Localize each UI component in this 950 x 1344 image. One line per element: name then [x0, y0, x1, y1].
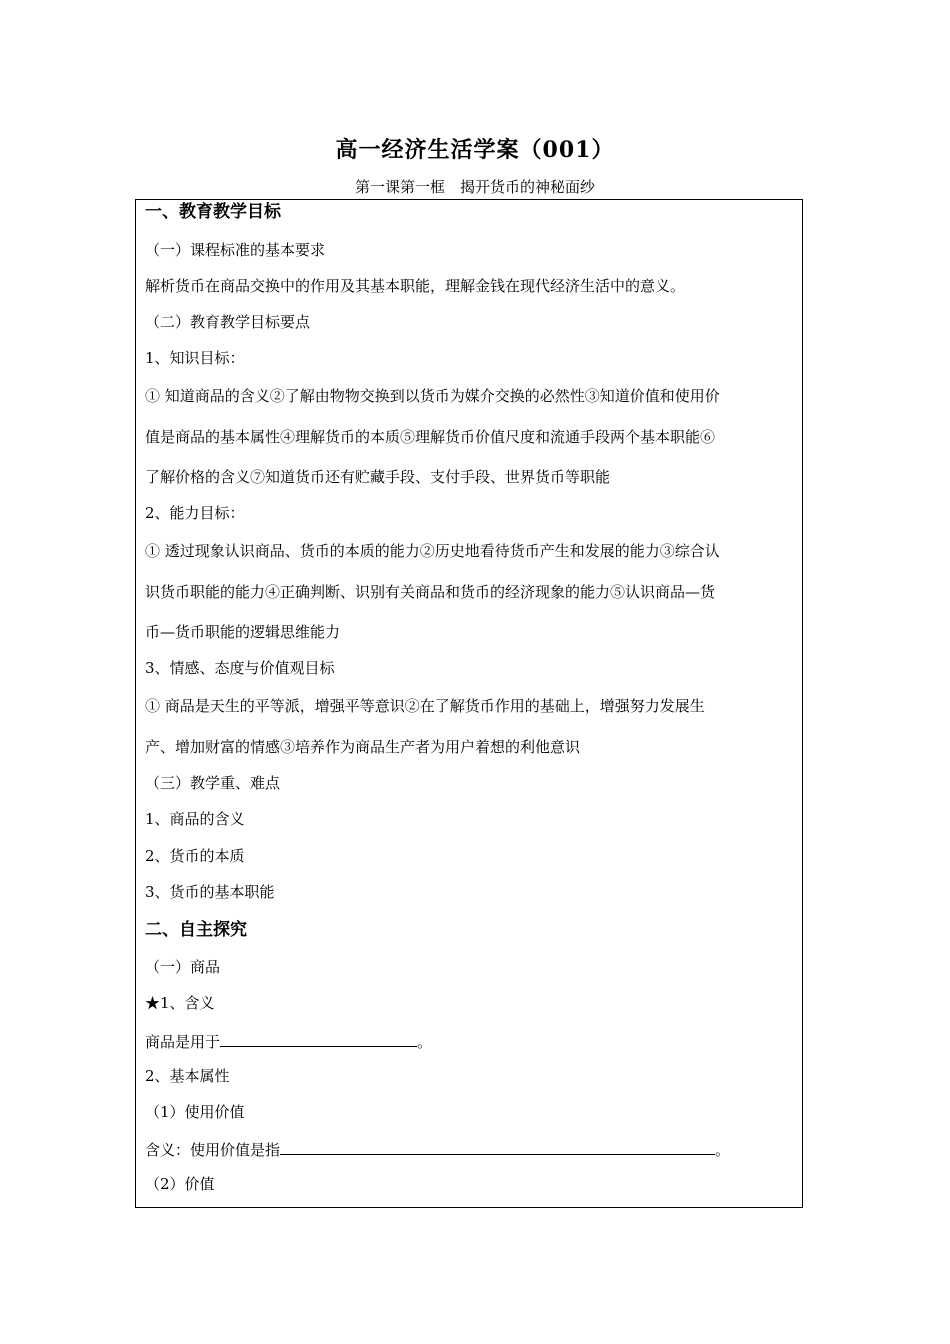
subsection-objective-points: （二）教育教学目标要点	[145, 313, 311, 331]
paragraph-line: 了解价格的含义⑦知道货币还有贮藏手段、支付手段、世界货币等职能	[145, 468, 611, 486]
subsection-key-points: （三）教学重、难点	[145, 774, 281, 792]
definition-heading: ★1、含义	[145, 994, 215, 1012]
subsection-curriculum-standard: （一）课程标准的基本要求	[145, 241, 326, 259]
fill-in-prompt: 含义：使用价值是指	[145, 1141, 281, 1159]
key-point-item: 1、商品的含义	[145, 810, 245, 828]
key-point-item: 3、货币的基本职能	[145, 883, 275, 901]
paragraph-line: ① 透过现象认识商品、货币的本质的能力②历史地看待货币产生和发展的能力③综合认	[145, 542, 720, 560]
fill-in-end: 。	[417, 1033, 433, 1051]
fill-in-line-commodity	[145, 1030, 432, 1052]
paragraph-line: 币—货币职能的逻辑思维能力	[145, 623, 341, 641]
use-value-heading: （1）使用价值	[145, 1103, 245, 1121]
key-point-item: 2、货币的本质	[145, 847, 245, 865]
basic-attributes-heading: 2、基本属性	[145, 1067, 230, 1085]
document-subtitle: 第一课第一框 揭开货币的神秘面纱	[354, 178, 595, 196]
fill-in-prompt: 商品是用于	[145, 1033, 221, 1051]
answer-blank[interactable]	[280, 1138, 715, 1155]
paragraph-line: 产、增加财富的情感③培养作为商品生产者为用户着想的利他意识	[145, 738, 581, 756]
document-title: 高一经济生活学案（001）	[335, 137, 615, 163]
paragraph-line: 识货币职能的能力④正确判断、识别有关商品和货币的经济现象的能力⑤认识商品—货	[145, 583, 716, 601]
paragraph-line: 解析货币在商品交换中的作用及其基本职能，理解金钱在现代经济生活中的意义。	[145, 277, 686, 295]
section-heading-objectives: 一、教育教学目标	[145, 202, 281, 222]
paragraph-line: 值是商品的基本属性④理解货币的本质⑤理解货币价值尺度和流通手段两个基本职能⑥	[145, 428, 716, 446]
value-heading: （2）价值	[145, 1175, 215, 1193]
paragraph-line: ① 商品是天生的平等派，增强平等意识②在了解货币作用的基础上，增强努力发展生	[145, 697, 705, 715]
knowledge-objective-heading: 1、知识目标：	[145, 349, 245, 367]
emotion-objective-heading: 3、情感、态度与价值观目标	[145, 659, 335, 677]
fill-in-line-use-value	[145, 1138, 730, 1160]
answer-blank[interactable]	[220, 1030, 417, 1047]
paragraph-line: ① 知道商品的含义②了解由物物交换到以货币为媒介交换的必然性③知道价值和使用价	[145, 387, 720, 405]
fill-in-end: 。	[715, 1141, 731, 1159]
ability-objective-heading: 2、能力目标：	[145, 504, 245, 522]
subsection-commodity: （一）商品	[145, 958, 221, 976]
section-heading-self-study: 二、自主探究	[145, 920, 247, 940]
